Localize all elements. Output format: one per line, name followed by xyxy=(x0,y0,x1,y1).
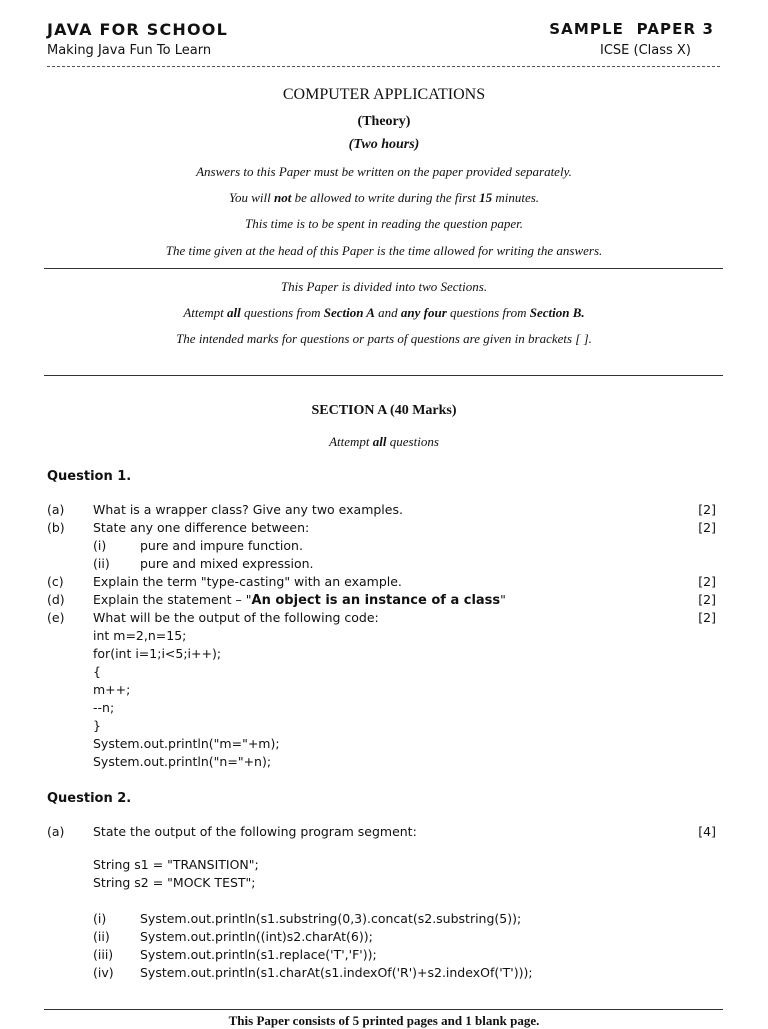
question-part xyxy=(0,592,768,610)
paper-title: SAMPLE PAPER 3 xyxy=(549,20,714,38)
section-a-title: SECTION A (40 Marks) xyxy=(311,403,457,418)
instruction-line: This Paper is divided into two Sections. xyxy=(280,279,488,294)
question-part xyxy=(0,610,768,628)
question-2-heading: Question 2. xyxy=(47,791,132,806)
code-line xyxy=(0,700,768,718)
subject-title: COMPUTER APPLICATIONS xyxy=(282,86,486,103)
part-text: State any one difference between: xyxy=(93,520,310,535)
sub-part xyxy=(0,538,768,556)
code-text: String s1 = "TRANSITION"; xyxy=(93,857,259,872)
sub-part-label: (iv) xyxy=(93,965,114,980)
paper-class: ICSE (Class X) xyxy=(600,43,691,58)
header-divider xyxy=(47,66,720,67)
code-text: System.out.println("m="+m); xyxy=(93,736,280,751)
part-text-emphasis: An object is an instance of a class xyxy=(251,593,501,608)
instruction-text: questions xyxy=(386,434,439,449)
code-text: m++; xyxy=(93,682,131,697)
part-marks: [2] xyxy=(698,592,716,607)
sub-part-label: (iii) xyxy=(93,947,114,962)
code-line xyxy=(0,875,768,893)
code-text: } xyxy=(93,718,101,733)
part-marks: [4] xyxy=(698,824,716,839)
footer-note: This Paper consists of 5 printed pages and 1 blank page. xyxy=(228,1013,540,1028)
instruction-emphasis: Section B. xyxy=(529,305,585,320)
instruction-text: minutes. xyxy=(492,190,540,205)
code-line xyxy=(0,646,768,664)
part-marks: [2] xyxy=(698,520,716,535)
code-text: { xyxy=(93,664,101,679)
code-line xyxy=(0,664,768,682)
part-text: What will be the output of the following code: xyxy=(93,610,379,625)
code-text: int m=2,n=15; xyxy=(93,628,187,643)
code-line xyxy=(0,628,768,646)
code-line xyxy=(0,718,768,736)
instruction-text: Attempt xyxy=(329,434,373,449)
code-text: for(int i=1;i<5;i++); xyxy=(93,646,222,661)
question-part xyxy=(0,502,768,520)
sub-part xyxy=(0,947,768,965)
part-text-end: " xyxy=(500,592,506,607)
part-label: (d) xyxy=(47,592,65,607)
sub-part xyxy=(0,911,768,929)
instruction-line: Answers to this Paper must be written on the paper provided separately. xyxy=(196,164,572,179)
sub-part-label: (ii) xyxy=(93,556,110,571)
part-label: (b) xyxy=(47,520,65,535)
question-part xyxy=(0,574,768,592)
sub-part-text: System.out.println(s1.charAt(s1.indexOf('R')+s2.indexOf('T'))); xyxy=(140,965,533,980)
code-line xyxy=(0,754,768,772)
instruction-text: You will xyxy=(228,190,274,205)
sub-part-text: System.out.println(s1.substring(0,3).concat(s2.substring(5)); xyxy=(140,911,522,926)
part-label: (c) xyxy=(47,574,64,589)
brand-tagline: Making Java Fun To Learn xyxy=(47,43,212,58)
code-line xyxy=(0,736,768,754)
sub-part-label: (i) xyxy=(93,911,107,926)
question-part xyxy=(0,824,768,842)
part-label: (a) xyxy=(47,824,65,839)
code-text: String s2 = "MOCK TEST"; xyxy=(93,875,256,890)
sub-part xyxy=(0,929,768,947)
part-marks: [2] xyxy=(698,574,716,589)
instruction-emphasis: all xyxy=(372,434,387,449)
instruction-text: and xyxy=(374,305,401,320)
code-text: System.out.println("n="+n); xyxy=(93,754,272,769)
instruction-text: be allowed to write during the first xyxy=(291,190,480,205)
question-1-heading: Question 1. xyxy=(47,469,132,484)
part-marks: [2] xyxy=(698,502,716,517)
part-text: State the output of the following program segment: xyxy=(93,824,417,839)
instruction-line: The intended marks for questions or parts of questions are given in brackets [ ]. xyxy=(176,331,592,346)
code-line xyxy=(0,682,768,700)
instruction-text: Attempt xyxy=(183,305,228,320)
sub-part-label: (ii) xyxy=(93,929,110,944)
footer-divider xyxy=(44,1009,723,1010)
instruction-emphasis: all xyxy=(227,305,241,320)
section-a-instruction xyxy=(0,434,768,450)
part-text xyxy=(93,592,506,608)
section-divider xyxy=(44,268,723,269)
part-text-start: Explain the statement – " xyxy=(93,592,252,607)
theory-label: (Theory) xyxy=(357,114,411,129)
code-text: --n; xyxy=(93,700,115,715)
part-label: (e) xyxy=(47,610,65,625)
instruction-text: questions from xyxy=(240,305,324,320)
instruction-emphasis: any four xyxy=(400,305,447,320)
instruction-emphasis: Section A xyxy=(323,305,375,320)
duration-label: (Two hours) xyxy=(348,137,420,152)
section-divider xyxy=(44,375,723,376)
instruction-line: The time given at the head of this Paper is the time allowed for writing the answers. xyxy=(165,243,603,258)
instruction-text: questions from xyxy=(446,305,530,320)
part-label: (a) xyxy=(47,502,65,517)
part-marks: [2] xyxy=(698,610,716,625)
sub-part-text: pure and mixed expression. xyxy=(140,556,314,571)
sub-part-text: pure and impure function. xyxy=(140,538,303,553)
part-text: Explain the term "type-casting" with an example. xyxy=(93,574,402,589)
sub-part xyxy=(0,556,768,574)
instruction-line: This time is to be spent in reading the question paper. xyxy=(245,216,523,231)
part-text: What is a wrapper class? Give any two examples. xyxy=(93,502,403,517)
question-part xyxy=(0,520,768,538)
code-line xyxy=(0,857,768,875)
instruction-line xyxy=(0,190,768,206)
sub-part xyxy=(0,965,768,983)
instruction-emphasis: 15 xyxy=(479,190,493,205)
sub-part-label: (i) xyxy=(93,538,107,553)
instruction-line xyxy=(0,305,768,321)
brand-title: JAVA FOR SCHOOL xyxy=(47,20,228,39)
instruction-emphasis: not xyxy=(273,190,292,205)
sub-part-text: System.out.println((int)s2.charAt(6)); xyxy=(140,929,373,944)
sub-part-text: System.out.println(s1.replace('T','F')); xyxy=(140,947,377,962)
